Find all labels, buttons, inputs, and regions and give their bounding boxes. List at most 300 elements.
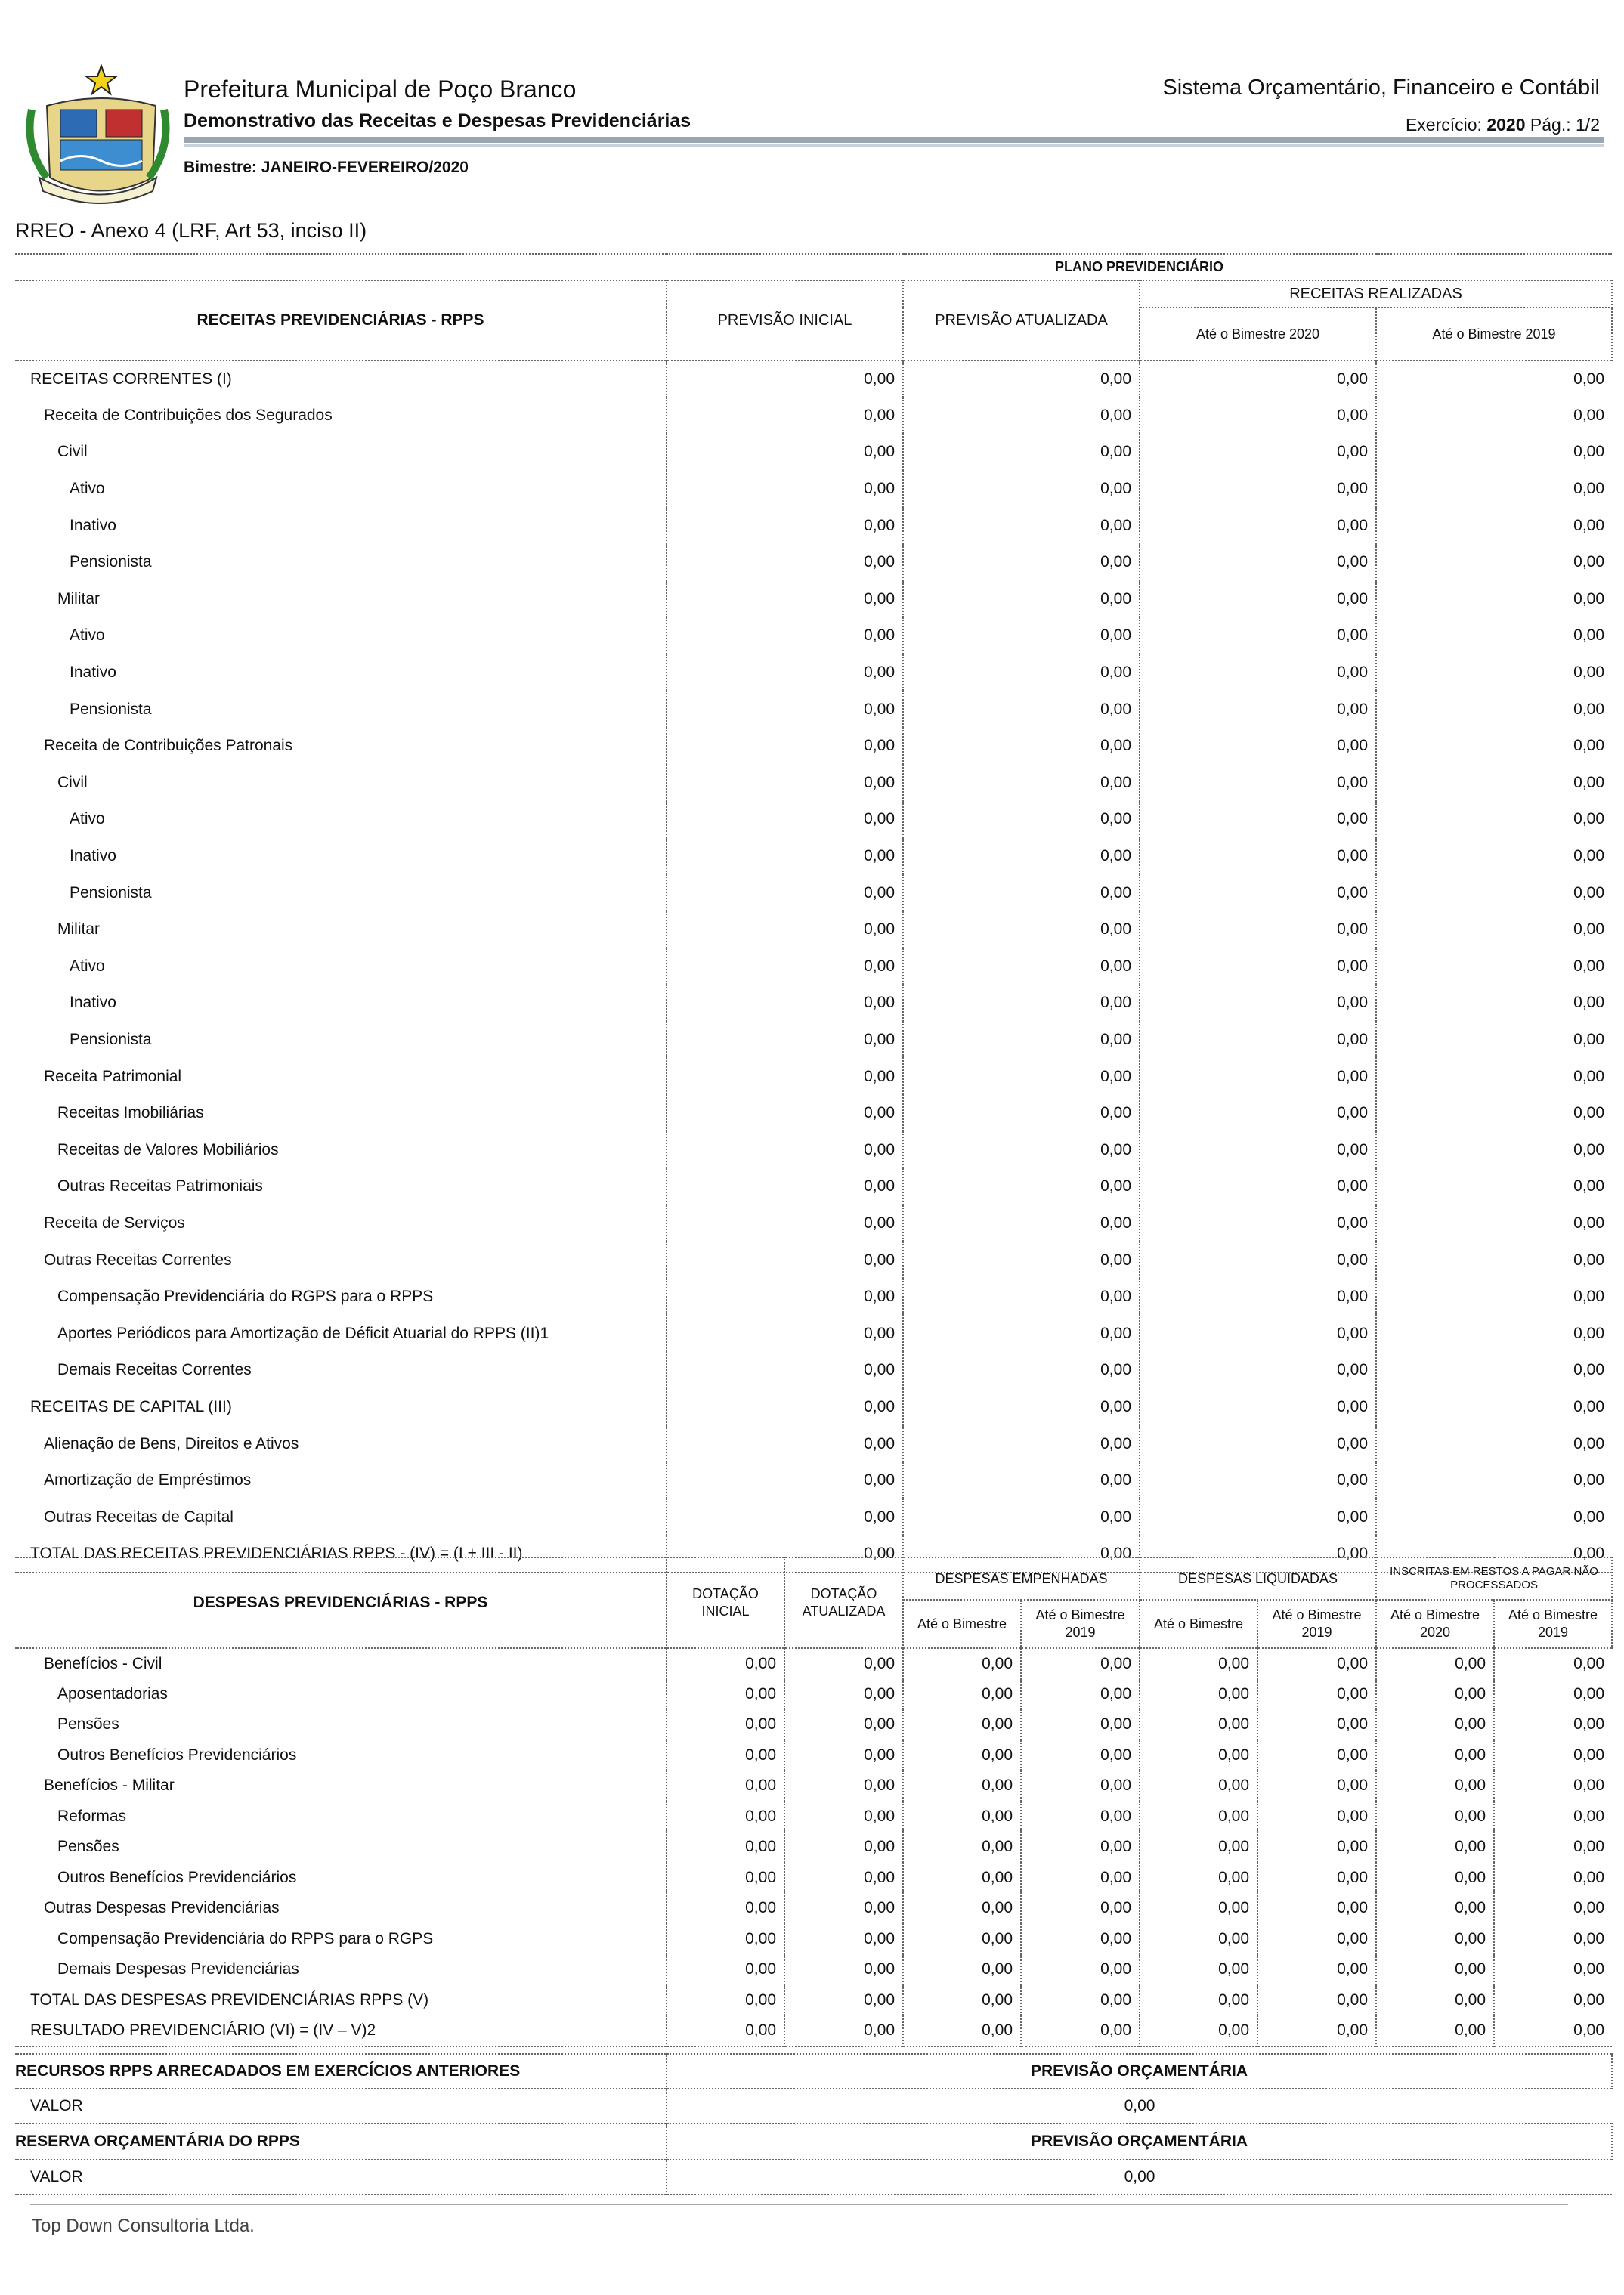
receita-row-value: 0,00	[1573, 1434, 1605, 1452]
receita-row-label: Receitas de Valores Mobiliários	[15, 1131, 667, 1168]
receita-row-value: 0,00	[903, 654, 1140, 691]
receita-row	[15, 434, 1612, 471]
header-divider-light	[184, 144, 1604, 147]
receita-row	[15, 911, 1612, 948]
despesa-row-value: 0,00	[784, 1771, 903, 1802]
despesa-row-value: 0,00	[1376, 1832, 1494, 1863]
despesa-row	[15, 1771, 1612, 1802]
recursos-label: VALOR	[15, 2089, 667, 2123]
receita-row-value: 0,00	[1573, 737, 1605, 755]
despesa-row-value: 0,00	[1257, 1802, 1376, 1833]
despesa-row-value: 0,00	[903, 1985, 1021, 2016]
recursos-col: PREVISÃO ORÇAMENTÁRIA	[667, 2054, 1612, 2089]
receita-row	[15, 617, 1612, 654]
receita-row-value: 0,00	[667, 1352, 903, 1389]
despesa-row-value: 0,00	[1021, 1832, 1140, 1863]
despesa-row-value: 0,00	[667, 1740, 784, 1771]
receita-row-value: 0,00	[1573, 1104, 1605, 1122]
despesa-row-value: 0,00	[1021, 2015, 1140, 2046]
col-ate-bimestre-2020: Até o Bimestre 2020	[1140, 308, 1376, 360]
receita-row-value: 0,00	[1573, 810, 1605, 828]
receita-row-label: Alienação de Bens, Direitos e Ativos	[15, 1425, 667, 1462]
col-receitas-realizadas: RECEITAS REALIZADAS	[1140, 280, 1612, 308]
col-despesas-empenhadas: DESPESAS EMPENHADAS	[903, 1557, 1140, 1600]
despesa-row-value: 0,00	[1140, 1924, 1257, 1955]
despesa-row-value: 0,00	[1376, 1740, 1494, 1771]
receita-row-value: 0,00	[1140, 985, 1376, 1022]
col-restos-a-pagar: INSCRITAS EM RESTOS A PAGAR NÃO PROCESSADOS	[1376, 1557, 1612, 1600]
receita-row-value: 0,00	[667, 1279, 903, 1316]
despesa-row-value: 0,00	[1140, 1802, 1257, 1833]
receita-row-value: 0,00	[667, 360, 903, 397]
despesa-row-value: 0,00	[1021, 1802, 1140, 1833]
receita-row-value: 0,00	[1573, 847, 1605, 865]
receita-row-label: Receitas Imobiliárias	[15, 1095, 667, 1132]
despesa-row-value: 0,00	[1376, 1648, 1494, 1679]
despesa-row-value: 0,00	[1573, 1746, 1605, 1764]
receita-row-label: Receita de Contribuições dos Segurados	[15, 397, 667, 435]
despesa-row-value: 0,00	[667, 1802, 784, 1833]
despesa-row-value: 0,00	[1573, 1868, 1605, 1886]
receita-row	[15, 1352, 1612, 1389]
receita-row-value: 0,00	[667, 985, 903, 1022]
annex-title: RREO - Anexo 4 (LRF, Art 53, inciso II)	[15, 219, 367, 242]
despesa-row-value: 0,00	[1573, 1654, 1605, 1672]
despesa-row-value: 0,00	[1257, 1954, 1376, 1985]
receita-row-value: 0,00	[1140, 765, 1376, 802]
receita-row-label: TOTAL DAS RECEITAS PREVIDENCIÁRIAS RPPS - (IV) = (I + III - II)	[15, 1536, 667, 1573]
receita-row-value: 0,00	[1140, 471, 1376, 508]
despesa-row-value: 0,00	[903, 1648, 1021, 1679]
despesa-row-value: 0,00	[667, 1954, 784, 1985]
recursos-table	[15, 2053, 1613, 2195]
receita-row-value: 0,00	[1140, 617, 1376, 654]
receita-row-value: 0,00	[667, 397, 903, 435]
recursos-value: 0,00	[1124, 2097, 1155, 2114]
despesa-row-value: 0,00	[1021, 1985, 1140, 2016]
despesa-row-value: 0,00	[903, 1863, 1021, 1894]
despesa-row	[15, 1924, 1612, 1955]
receita-row-value: 0,00	[1573, 516, 1605, 534]
receita-row-value: 0,00	[1573, 1177, 1605, 1195]
receita-row-value: 0,00	[1573, 1251, 1605, 1269]
receita-row-value: 0,00	[1573, 1067, 1605, 1085]
col-ate-bimestre-2019: Até o Bimestre 2019	[1376, 308, 1612, 360]
receita-row-label: RECEITAS DE CAPITAL (III)	[15, 1389, 667, 1426]
despesa-row-label: Benefícios - Civil	[15, 1648, 667, 1679]
receita-row-value: 0,00	[667, 1315, 903, 1352]
reserva-label: VALOR	[15, 2160, 667, 2194]
despesa-row-value: 0,00	[1376, 1924, 1494, 1955]
despesa-row-value: 0,00	[1140, 1985, 1257, 2016]
receita-row	[15, 1022, 1612, 1059]
receita-row-value: 0,00	[1573, 1324, 1605, 1342]
receita-row-value: 0,00	[1573, 1214, 1605, 1232]
receita-row-label: Pensionista	[15, 544, 667, 581]
col-liquidadas-2019: Até o Bimestre 2019	[1257, 1600, 1376, 1648]
receita-row-value: 0,00	[667, 1022, 903, 1059]
despesa-row	[15, 1893, 1612, 1924]
receita-row-value: 0,00	[903, 1536, 1140, 1573]
despesa-row-value: 0,00	[784, 1709, 903, 1740]
receita-row	[15, 1279, 1612, 1316]
despesa-row-value: 0,00	[784, 1679, 903, 1710]
despesa-row-value: 0,00	[1257, 2015, 1376, 2046]
receita-row-value: 0,00	[1573, 1471, 1605, 1489]
receita-row	[15, 397, 1612, 435]
despesa-row-value: 0,00	[1573, 1838, 1605, 1856]
receita-row-value: 0,00	[1140, 1242, 1376, 1279]
exercicio-value: 2020	[1486, 115, 1526, 135]
receita-row-value: 0,00	[1140, 1536, 1376, 1573]
receita-row-label: Pensionista	[15, 1022, 667, 1059]
receita-row-value: 0,00	[903, 581, 1140, 618]
despesa-row-value: 0,00	[667, 1893, 784, 1924]
receita-row-value: 0,00	[1140, 1205, 1376, 1242]
receita-row	[15, 801, 1612, 838]
receita-row-value: 0,00	[1140, 1425, 1376, 1462]
receita-row-value: 0,00	[667, 1499, 903, 1536]
receita-row-value: 0,00	[903, 948, 1140, 985]
despesa-row-label: TOTAL DAS DESPESAS PREVIDENCIÁRIAS RPPS (V)	[15, 1985, 667, 2016]
despesa-row-value: 0,00	[1573, 1960, 1605, 1978]
receita-row-value: 0,00	[1573, 443, 1605, 461]
despesa-row-value: 0,00	[1573, 1899, 1605, 1917]
receita-row-label: Ativo	[15, 948, 667, 985]
receita-row-value: 0,00	[1573, 883, 1605, 902]
despesa-row-label: Demais Despesas Previdenciárias	[15, 1954, 667, 1985]
receita-row	[15, 1499, 1612, 1536]
receita-row	[15, 1168, 1612, 1205]
receita-row-value: 0,00	[1573, 994, 1605, 1012]
receita-row-value: 0,00	[903, 397, 1140, 435]
col-previsao-inicial: PREVISÃO INICIAL	[667, 280, 903, 360]
header-divider	[184, 137, 1604, 143]
col-restos-2019: Até o Bimestre 2019	[1494, 1600, 1612, 1648]
receita-row	[15, 728, 1612, 765]
despesa-row-value: 0,00	[1021, 1740, 1140, 1771]
receita-row-label: Receita Patrimonial	[15, 1058, 667, 1095]
receita-row-value: 0,00	[903, 1058, 1140, 1095]
receita-row-value: 0,00	[1573, 1140, 1605, 1158]
despesa-row	[15, 1709, 1612, 1740]
despesa-row-label: Reformas	[15, 1802, 667, 1833]
despesa-row-value: 0,00	[1021, 1863, 1140, 1894]
despesa-row-value: 0,00	[784, 1648, 903, 1679]
exercicio-label: Exercício:	[1405, 115, 1482, 135]
col-dotacao-atualizada: DOTAÇÃO ATUALIZADA	[784, 1557, 903, 1648]
receita-row-value: 0,00	[1140, 581, 1376, 618]
receita-row-value: 0,00	[1140, 691, 1376, 728]
receita-row-value: 0,00	[667, 617, 903, 654]
receita-row-value: 0,00	[1573, 1544, 1605, 1562]
col-liquidadas-ate-bimestre: Até o Bimestre	[1140, 1600, 1257, 1648]
despesa-row-value: 0,00	[1573, 1715, 1605, 1734]
despesa-row-value: 0,00	[1140, 1679, 1257, 1710]
despesa-row-label: Outros Benefícios Previdenciários	[15, 1740, 667, 1771]
receita-row	[15, 1095, 1612, 1132]
receita-row-label: Militar	[15, 911, 667, 948]
receita-row-value: 0,00	[1573, 957, 1605, 975]
receita-row-value: 0,00	[1140, 838, 1376, 875]
receita-row-value: 0,00	[1140, 1131, 1376, 1168]
despesa-row-value: 0,00	[1573, 2021, 1605, 2039]
receita-row	[15, 691, 1612, 728]
receita-row	[15, 544, 1612, 581]
receita-row-value: 0,00	[1573, 589, 1605, 608]
col-previsao-atualizada: PREVISÃO ATUALIZADA	[903, 280, 1140, 360]
receita-row-label: Pensionista	[15, 874, 667, 911]
receita-row-value: 0,00	[667, 544, 903, 581]
receita-row-value: 0,00	[1140, 1499, 1376, 1536]
despesa-row-label: Pensões	[15, 1832, 667, 1863]
despesa-row-value: 0,00	[903, 1893, 1021, 1924]
receita-row-value: 0,00	[903, 1168, 1140, 1205]
reserva-value: 0,00	[1124, 2168, 1155, 2185]
receita-row-label: Amortização de Empréstimos	[15, 1462, 667, 1499]
receita-row-value: 0,00	[1140, 1022, 1376, 1059]
municipal-seal-icon	[17, 64, 179, 204]
despesa-row-value: 0,00	[1376, 1802, 1494, 1833]
despesa-row-value: 0,00	[1140, 1648, 1257, 1679]
receita-row-value: 0,00	[1573, 553, 1605, 571]
receita-row	[15, 1242, 1612, 1279]
despesa-row-value: 0,00	[784, 1924, 903, 1955]
despesa-row-value: 0,00	[1021, 1679, 1140, 1710]
despesa-row-label: Compensação Previdenciária do RPPS para o RGPS	[15, 1924, 667, 1955]
receita-row-label: Inativo	[15, 985, 667, 1022]
despesa-row-value: 0,00	[1021, 1648, 1140, 1679]
despesa-row-value: 0,00	[667, 1832, 784, 1863]
despesa-row-value: 0,00	[903, 1740, 1021, 1771]
receita-row-value: 0,00	[1573, 1288, 1605, 1306]
receita-row	[15, 1205, 1612, 1242]
despesa-row-value: 0,00	[1573, 1777, 1605, 1795]
despesa-row-label: Aposentadorias	[15, 1679, 667, 1710]
receita-row-value: 0,00	[903, 1095, 1140, 1132]
receita-row-value: 0,00	[667, 1205, 903, 1242]
receita-row-value: 0,00	[903, 1131, 1140, 1168]
despesa-row	[15, 1648, 1612, 1679]
receita-row-value: 0,00	[1140, 397, 1376, 435]
receita-row-value: 0,00	[667, 728, 903, 765]
receita-row-label: Outras Receitas Correntes	[15, 1242, 667, 1279]
despesa-row-value: 0,00	[784, 1863, 903, 1894]
despesa-row-value: 0,00	[1257, 1648, 1376, 1679]
receita-row-label: Demais Receitas Correntes	[15, 1352, 667, 1389]
despesa-row-value: 0,00	[1573, 1807, 1605, 1825]
receita-row-value: 0,00	[667, 1242, 903, 1279]
receita-row	[15, 985, 1612, 1022]
despesa-row-value: 0,00	[1376, 1679, 1494, 1710]
despesa-row	[15, 1802, 1612, 1833]
reserva-col: PREVISÃO ORÇAMENTÁRIA	[667, 2123, 1612, 2160]
receita-row-value: 0,00	[1573, 700, 1605, 718]
despesa-row-value: 0,00	[1257, 1985, 1376, 2016]
receita-row-label: Outras Receitas Patrimoniais	[15, 1168, 667, 1205]
receita-row-value: 0,00	[1573, 1508, 1605, 1526]
receita-row-label: Ativo	[15, 801, 667, 838]
receita-row-label: Outras Receitas de Capital	[15, 1499, 667, 1536]
despesa-row-value: 0,00	[1257, 1832, 1376, 1863]
receita-row-value: 0,00	[903, 985, 1140, 1022]
receita-row-value: 0,00	[1573, 663, 1605, 682]
receita-row	[15, 507, 1612, 544]
despesa-row-value: 0,00	[1376, 1954, 1494, 1985]
despesa-row	[15, 1985, 1612, 2016]
receita-row-value: 0,00	[1573, 1397, 1605, 1415]
despesa-row-value: 0,00	[784, 1802, 903, 1833]
despesa-row-value: 0,00	[667, 1648, 784, 1679]
despesa-row-label: Benefícios - Militar	[15, 1771, 667, 1802]
despesa-row-value: 0,00	[667, 1771, 784, 1802]
receita-row	[15, 1131, 1612, 1168]
despesa-row-value: 0,00	[903, 2015, 1021, 2046]
despesa-row-value: 0,00	[1257, 1679, 1376, 1710]
reserva-title: RESERVA ORÇAMENTÁRIA DO RPPS	[15, 2123, 667, 2160]
despesa-row-value: 0,00	[903, 1954, 1021, 1985]
receita-row-value: 0,00	[903, 360, 1140, 397]
receita-row-value: 0,00	[1140, 507, 1376, 544]
despesa-row-value: 0,00	[1257, 1709, 1376, 1740]
despesa-row-value: 0,00	[1376, 1893, 1494, 1924]
receita-row-value: 0,00	[1140, 1168, 1376, 1205]
despesa-row-value: 0,00	[1376, 1709, 1494, 1740]
despesa-row-value: 0,00	[1257, 1893, 1376, 1924]
receita-row-value: 0,00	[1140, 544, 1376, 581]
despesa-row-value: 0,00	[1140, 1863, 1257, 1894]
receita-row-value: 0,00	[667, 948, 903, 985]
receita-row	[15, 1058, 1612, 1095]
despesa-row-value: 0,00	[1021, 1954, 1140, 1985]
despesa-row	[15, 2015, 1612, 2046]
col-dotacao-inicial: DOTAÇÃO INICIAL	[667, 1557, 784, 1648]
despesa-row-value: 0,00	[903, 1802, 1021, 1833]
receita-row-label: Inativo	[15, 654, 667, 691]
receita-row-value: 0,00	[667, 838, 903, 875]
receita-row-value: 0,00	[903, 1022, 1140, 1059]
despesa-row-value: 0,00	[667, 1709, 784, 1740]
col-empenhadas-ate-bimestre: Até o Bimestre	[903, 1600, 1021, 1648]
receita-row	[15, 654, 1612, 691]
receita-row-label: Militar	[15, 581, 667, 618]
despesa-row-value: 0,00	[903, 1679, 1021, 1710]
receita-row-value: 0,00	[903, 617, 1140, 654]
receita-row-value: 0,00	[1140, 1462, 1376, 1499]
despesa-row-value: 0,00	[1573, 1929, 1605, 1947]
receita-row-label: RECEITAS CORRENTES (I)	[15, 360, 667, 397]
despesa-row-value: 0,00	[1140, 2015, 1257, 2046]
despesa-row-value: 0,00	[784, 1832, 903, 1863]
receita-row-value: 0,00	[903, 801, 1140, 838]
despesa-row-value: 0,00	[1376, 1771, 1494, 1802]
receita-row	[15, 874, 1612, 911]
despesa-row-value: 0,00	[667, 1863, 784, 1894]
despesa-row-label: Pensões	[15, 1709, 667, 1740]
receita-row-value: 0,00	[903, 838, 1140, 875]
receita-row-label: Compensação Previdenciária do RGPS para o RPPS	[15, 1279, 667, 1316]
receita-row-value: 0,00	[1140, 801, 1376, 838]
receita-row-value: 0,00	[903, 1499, 1140, 1536]
bimestre-label: Bimestre: JANEIRO-FEVEREIRO/2020	[184, 159, 469, 176]
page-title: Prefeitura Municipal de Poço Branco	[184, 76, 577, 103]
exercise-page-info	[1406, 115, 1600, 135]
receita-row-value: 0,00	[1140, 1389, 1376, 1426]
despesa-row-value: 0,00	[1376, 2015, 1494, 2046]
receita-row-label: Aportes Periódicos para Amortização de Déficit Atuarial do RPPS (II)1	[15, 1315, 667, 1352]
receita-row-value: 0,00	[1573, 406, 1605, 424]
receita-row-value: 0,00	[1573, 773, 1605, 791]
despesa-row-value: 0,00	[1021, 1771, 1140, 1802]
despesa-row-label: RESULTADO PREVIDENCIÁRIO (VI) = (IV – V)2	[15, 2015, 667, 2046]
receita-row-value: 0,00	[667, 581, 903, 618]
receita-row-value: 0,00	[667, 507, 903, 544]
despesa-row-value: 0,00	[1140, 1740, 1257, 1771]
despesa-row	[15, 1832, 1612, 1863]
despesa-row-value: 0,00	[667, 2015, 784, 2046]
receita-row-label: Ativo	[15, 471, 667, 508]
despesa-row-value: 0,00	[1376, 1863, 1494, 1894]
receita-row-value: 0,00	[903, 911, 1140, 948]
despesa-row-value: 0,00	[784, 2015, 903, 2046]
despesa-row-value: 0,00	[1021, 1709, 1140, 1740]
receita-row-value: 0,00	[1140, 1315, 1376, 1352]
despesa-row-value: 0,00	[903, 1832, 1021, 1863]
receita-row-value: 0,00	[903, 728, 1140, 765]
receita-row-value: 0,00	[667, 471, 903, 508]
receita-row-value: 0,00	[667, 801, 903, 838]
receita-row-label: Civil	[15, 765, 667, 802]
receita-row-value: 0,00	[667, 1425, 903, 1462]
receita-row-value: 0,00	[1140, 360, 1376, 397]
despesa-row-value: 0,00	[1257, 1771, 1376, 1802]
receita-row-value: 0,00	[667, 874, 903, 911]
receita-row-value: 0,00	[667, 1389, 903, 1426]
receita-row-value: 0,00	[1140, 434, 1376, 471]
receita-row	[15, 948, 1612, 985]
receita-row-value: 0,00	[1573, 626, 1605, 645]
despesa-row-value: 0,00	[667, 1679, 784, 1710]
despesa-row	[15, 1740, 1612, 1771]
despesas-table	[15, 1557, 1613, 2047]
receita-row-value: 0,00	[903, 1242, 1140, 1279]
receita-row-value: 0,00	[903, 1425, 1140, 1462]
receita-row	[15, 581, 1612, 618]
system-name: Sistema Orçamentário, Financeiro e Contábil	[1162, 76, 1600, 100]
despesa-row-value: 0,00	[1140, 1954, 1257, 1985]
despesa-row	[15, 1679, 1612, 1710]
despesa-row	[15, 1954, 1612, 1985]
receita-row-value: 0,00	[667, 1095, 903, 1132]
receita-row-value: 0,00	[667, 654, 903, 691]
receita-row-value: 0,00	[903, 1205, 1140, 1242]
despesa-row-value: 0,00	[903, 1709, 1021, 1740]
despesa-row-label: Outras Despesas Previdenciárias	[15, 1893, 667, 1924]
receita-row-value: 0,00	[1573, 920, 1605, 939]
receita-row-value: 0,00	[667, 765, 903, 802]
receita-row-value: 0,00	[667, 1058, 903, 1095]
receita-row-label: Inativo	[15, 507, 667, 544]
receitas-table	[15, 253, 1613, 1573]
receita-row-value: 0,00	[1140, 911, 1376, 948]
receita-row	[15, 1315, 1612, 1352]
despesa-row-value: 0,00	[903, 1771, 1021, 1802]
despesa-row-value: 0,00	[667, 1924, 784, 1955]
despesa-row-value: 0,00	[1140, 1771, 1257, 1802]
footer-divider	[30, 2204, 1568, 2205]
receita-row-value: 0,00	[903, 1462, 1140, 1499]
receita-row-label: Receita de Serviços	[15, 1205, 667, 1242]
